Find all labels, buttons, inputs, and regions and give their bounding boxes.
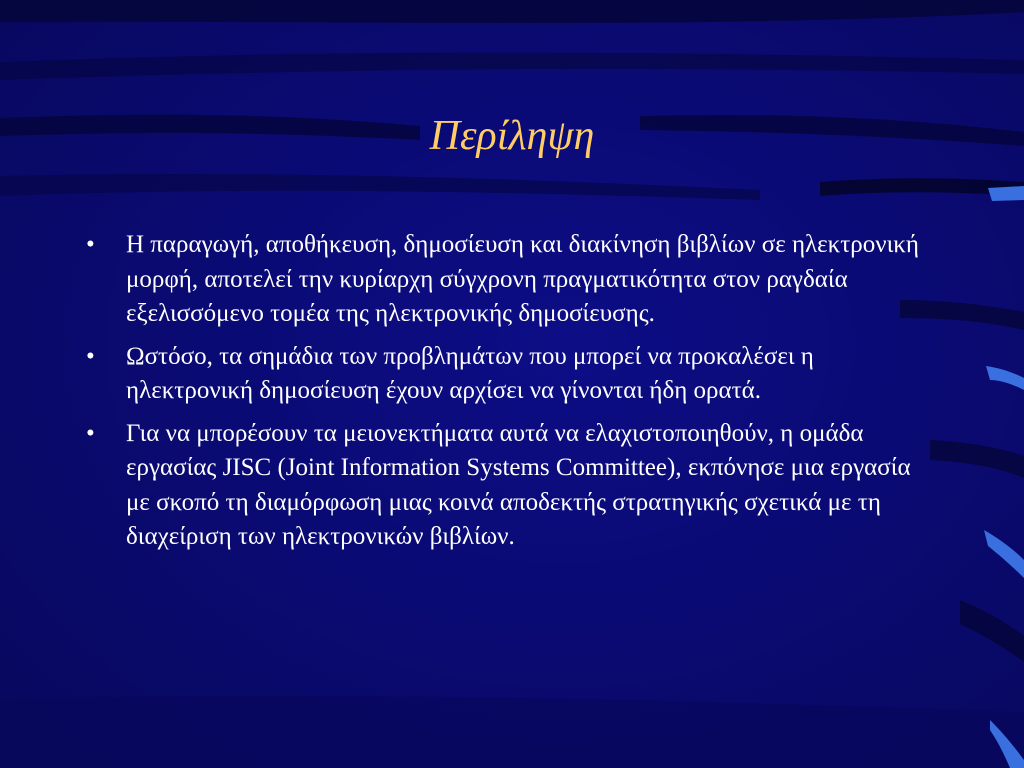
dark-streak: [0, 174, 760, 200]
bullet-item: [86, 340, 926, 409]
bullet-item: [86, 417, 926, 555]
bullet-text: Ωστόσο, τα σημάδια των προβλημάτων που μπορεί να προκαλέσει η ηλεκτρονική δημοσίευση έχουν αρχίσει να γίνονται ήδη ορατά.: [126, 342, 814, 404]
dark-streak: [930, 440, 1024, 478]
bullet-text: Η παραγωγή, αποθήκευση, δημοσίευση και διακίνηση βιβλίων σε ηλεκτρονική μορφή, αποτελεί την κυρίαρχη σύγχρονη πραγματικότητα στον ραγδαία εξελισσόμενο τομέα της ηλεκτρονικής δημοσίευσης.: [126, 231, 919, 327]
bullet-icon: •: [86, 419, 95, 447]
bullet-item: [86, 228, 926, 332]
accent-stripe: [988, 186, 1024, 201]
dark-streak: [0, 53, 1024, 80]
slide-title: Περίληψη: [429, 113, 595, 159]
dark-streak: [960, 600, 1024, 662]
accent-stripe: [986, 366, 1024, 390]
bullet-icon: •: [86, 342, 95, 370]
dark-streak: [0, 0, 1024, 23]
bullet-text: Για να μπορέσουν τα μειονεκτήματα αυτά να ελαχιστοποιηθούν, η ομάδα εργασίας JISC (Joint Information Systems Committee), εκπόνησε μια εργασία με σκοπό τη διαμόρφωση μιας κοινά αποδεκτής στρατηγικής σχετικά με τη διαχείριση των ηλεκτρονικών βιβλίων.: [126, 419, 911, 550]
dark-streak: [0, 696, 1024, 768]
bullet-icon: •: [86, 231, 95, 258]
bullet-list: [86, 228, 926, 563]
accent-stripe: [984, 530, 1024, 578]
